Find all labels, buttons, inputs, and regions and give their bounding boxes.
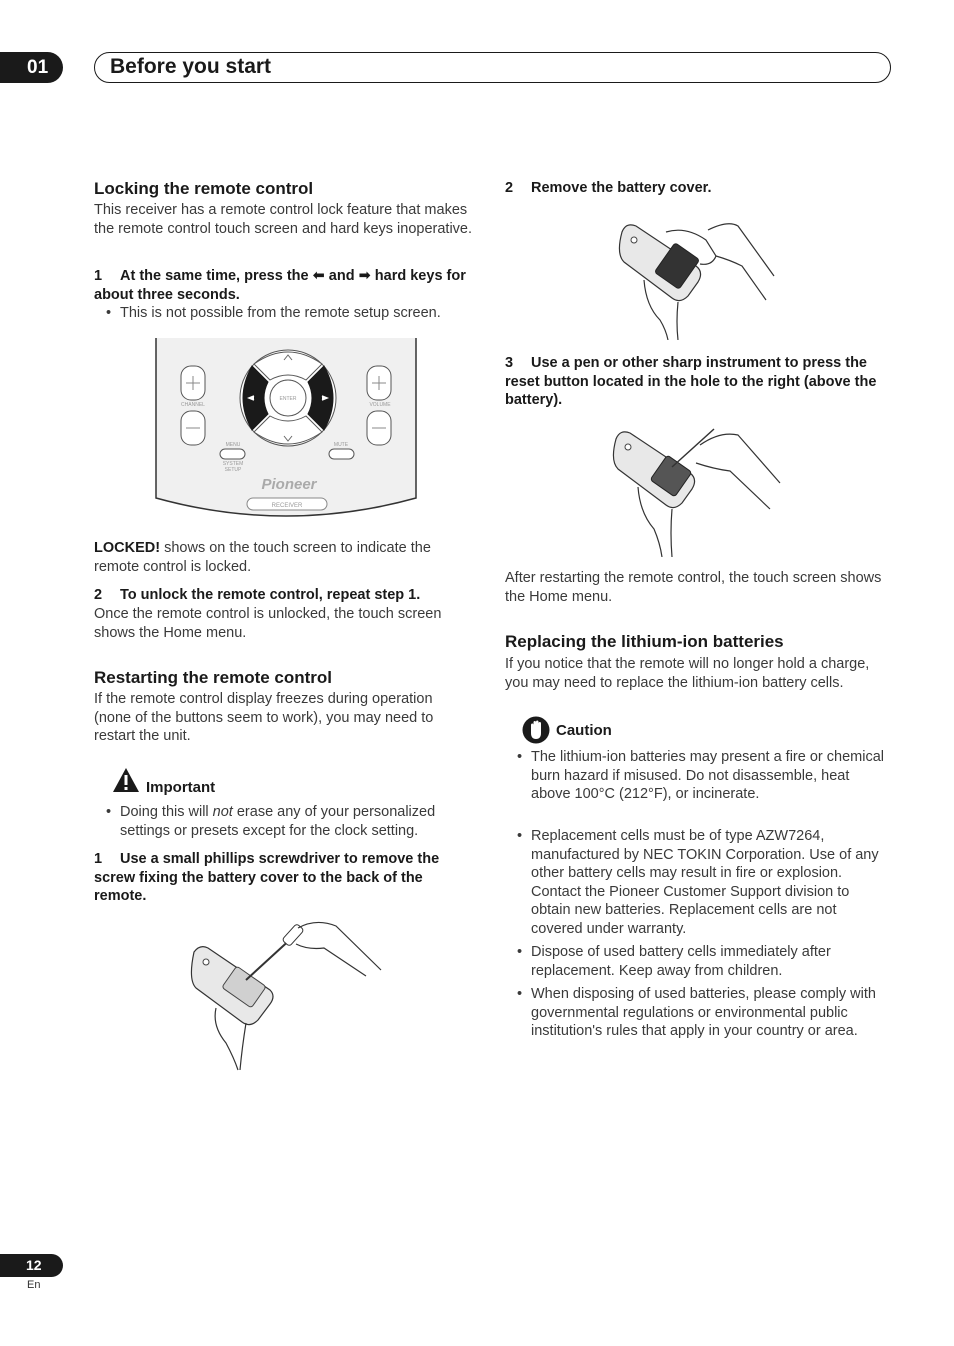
hand-stop-icon: [522, 716, 550, 744]
chapter-number: 01: [0, 52, 63, 83]
page-number: 12: [0, 1254, 63, 1277]
heading-locking: Locking the remote control: [94, 179, 314, 198]
volume-label: VOLUME: [369, 402, 391, 408]
system-label: SYSTEM: [222, 461, 244, 467]
restarting-intro: If the remote control display freezes during operation (none of the buttons seem to work), you may need to restart the unit.: [94, 691, 434, 744]
caution-bullet-1: • The lithium-ion batteries may present a fire or chemical burn hazard if misused. Do not disassemble, heat above 100°C (212°F), or incinerate.: [517, 749, 884, 802]
important-label: Important: [146, 779, 216, 796]
right-arrow-icon: ➡: [358, 268, 371, 284]
menu-label: MENU: [225, 442, 241, 448]
locked-label: LOCKED!: [94, 540, 161, 556]
remote-control-illustration: [150, 334, 422, 528]
pioneer-logo: Pioneer: [261, 476, 317, 493]
unlock-description: Once the remote control is unlocked, the touch screen shows the Home menu.: [94, 606, 442, 641]
right-step-2: 2 Remove the battery cover.: [505, 180, 712, 196]
replacing-intro: If you notice that the remote will no longer hold a charge, you may need to replace the lithium-ion battery cells.: [505, 656, 870, 691]
language-code: En: [27, 1279, 41, 1291]
locking-bullet: • This is not possible from the remote setup screen.: [106, 305, 441, 321]
restarting-step-1: 1 Use a small phillips screwdriver to remove the screw fixing the battery cover to the back of the remote.: [94, 851, 440, 904]
locking-step-2: 2 To unlock the remote control, repeat step 1.: [94, 587, 421, 603]
caution-bullet-4: • When disposing of used batteries, please comply with governmental regulations or environmental public institution's rules that apply in your country or area.: [517, 986, 876, 1039]
caution-bullet-2: • Replacement cells must be of type AZW7264, manufactured by NEC TOKIN Corporation. Use of any other battery cells may result in fire or explosion. Contact the Pioneer Customer Support division to obtain new batteries. Replacement cells are not covered under warranty.: [517, 828, 879, 937]
warning-triangle-icon: [112, 767, 140, 793]
mute-label: MUTE: [333, 442, 349, 448]
after-restart-text: After restarting the remote control, the touch screen shows the Home menu.: [505, 570, 882, 605]
caution-bullet-3: • Dispose of used battery cells immediately after replacement. Keep away from children.: [517, 944, 831, 979]
setup-label: SETUP: [224, 467, 242, 473]
battery-cover-illustration: [616, 210, 781, 340]
left-arrow-icon: ⬅: [312, 268, 325, 284]
locking-step-1: 1 At the same time, press the ⬅ and ➡ hard keys for about three seconds.: [94, 268, 466, 303]
channel-label: CHANNEL: [181, 402, 205, 408]
caution-label: Caution: [556, 722, 612, 739]
right-step-3: 3 Use a pen or other sharp instrument to press the reset button located in the hole to the right (above the battery).: [505, 355, 877, 408]
locking-intro: This receiver has a remote control lock feature that makes the remote control touch screen and hard keys inoperative.: [94, 202, 473, 237]
reset-button-illustration: [610, 425, 785, 557]
step-number: 1: [94, 268, 103, 284]
screwdriver-illustration: [186, 918, 386, 1073]
page-title: Before you start: [110, 55, 272, 78]
heading-replacing: Replacing the lithium-ion batteries: [505, 632, 784, 651]
enter-label: ENTER: [279, 396, 297, 402]
receiver-label: RECEIVER: [271, 503, 303, 509]
important-bullet: • Doing this will not erase any of your personalized settings or presets except for the clock setting.: [106, 804, 436, 839]
heading-restarting: Restarting the remote control: [94, 668, 333, 687]
locked-description: LOCKED! shows on the touch screen to indicate the remote control is locked.: [94, 540, 431, 575]
